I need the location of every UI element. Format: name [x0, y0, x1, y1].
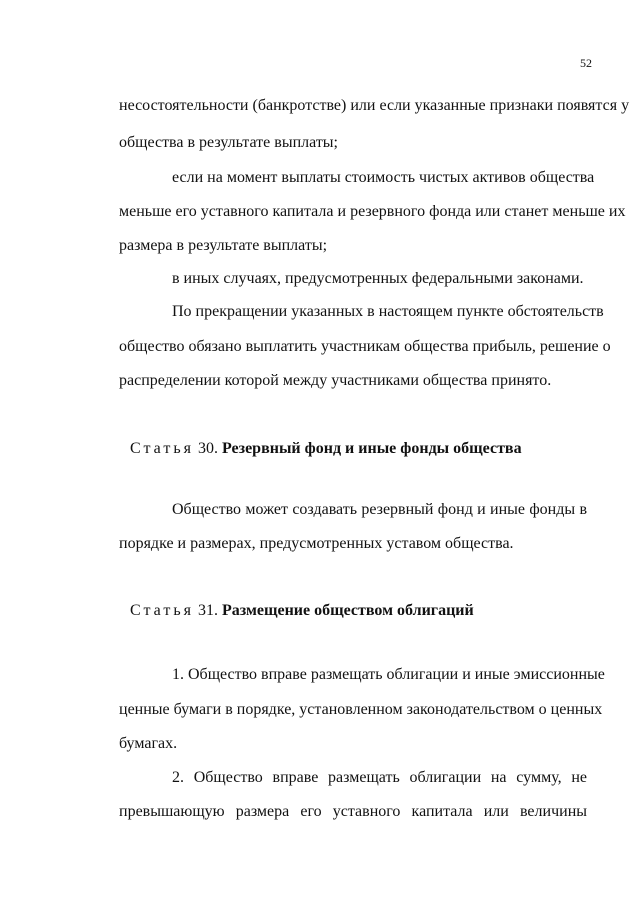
text-line-4: меньше его уставного капитала и резервного фонда или станет меньше их	[119, 203, 626, 220]
text-line-16: превышающую размера его уставного капитала или величины	[119, 803, 587, 820]
text-line-15: 2. Общество вправе размещать облигации на сумму, не	[172, 769, 587, 786]
text-line-3: если на момент выплаты стоимость чистых активов общества	[172, 169, 595, 186]
text-line-6: в иных случаях, предусмотренных федеральными законами.	[172, 270, 584, 287]
text-line-7: По прекращении указанных в настоящем пункте обстоятельств	[172, 303, 604, 320]
text-line-12: 1. Общество вправе размещать облигации и иные эмиссионные	[172, 666, 605, 683]
page-number: 52	[580, 56, 592, 70]
text-line-8: общество обязано выплатить участникам общества прибыль, решение о	[119, 338, 611, 355]
article-31-heading	[130, 601, 474, 621]
article-30-number: 30.	[197, 440, 218, 457]
article-30-title: Резервный фонд и иные фонды общества	[221, 440, 522, 457]
article-31-title: Размещение обществом облигаций	[221, 602, 474, 619]
text-line-5: размера в результате выплаты;	[119, 237, 328, 254]
text-line-11: порядке и размерах, предусмотренных уставом общества.	[119, 535, 514, 552]
article-30-heading	[130, 439, 522, 459]
text-line-1: несостоятельности (банкротстве) или если указанные признаки появятся у	[119, 97, 630, 114]
text-line-10: Общество может создавать резервный фонд и иные фонды в	[172, 501, 587, 518]
article-30-word: Статья	[130, 440, 194, 457]
text-line-14: бумагах.	[119, 735, 178, 752]
article-31-number: 31.	[197, 602, 218, 619]
article-31-word: Статья	[130, 602, 194, 619]
text-line-9: распределении которой между участниками общества принято.	[119, 372, 552, 389]
text-line-13: ценные бумаги в порядке, установленном законодательством о ценных	[119, 701, 603, 718]
text-line-2: общества в результате выплаты;	[119, 134, 338, 151]
